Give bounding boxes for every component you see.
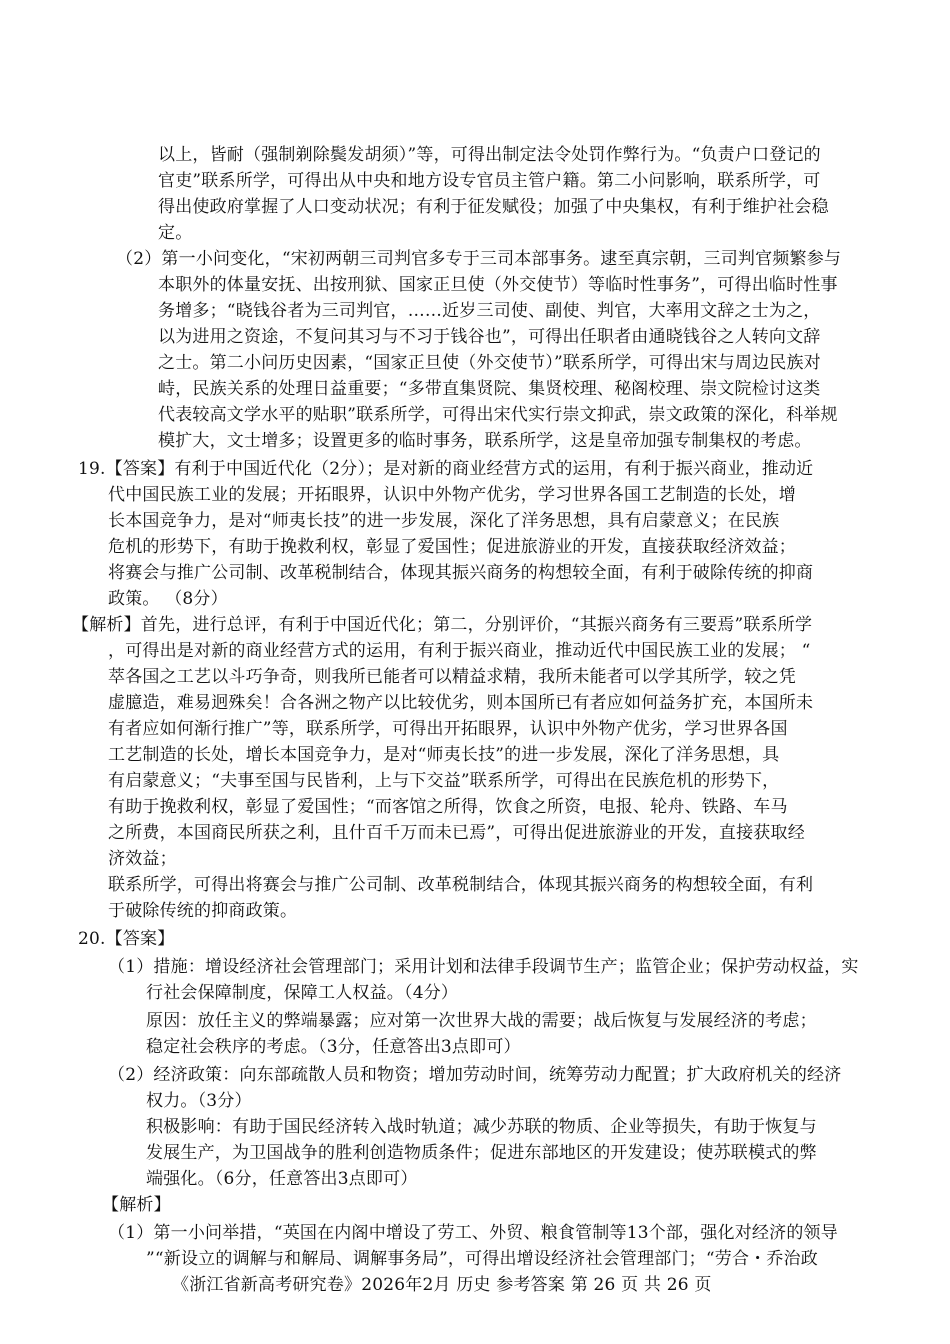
text-line: 联系所学，可得出将赛会与推广公司制、改革税制结合，体现其振兴商务的构想较全面，有利 — [108, 875, 814, 895]
text-line: 长本国竞争力，是对“师夷长技”的进一步发展，深化了洋务思想，具有启蒙意义；在民族 — [108, 511, 780, 531]
text-line: 之士。第二小问历史因素，“国家正旦使（外交使节）”联系所学，可得出宋与周边民族对 — [158, 353, 821, 373]
text-line: 原因：放任主义的弊端暴露；应对第一次世界大战的需要；战后恢复与发展经济的考虑； — [146, 1011, 817, 1031]
text-line: 端强化。（6分，任意答出3点即可） — [146, 1169, 418, 1189]
text-line: 【解析】 — [102, 1195, 171, 1215]
text-line: 得出使政府掌握了人口变动状况；有利于征发赋役；加强了中央集权，有利于维护社会稳 — [158, 197, 829, 217]
text-line: 于破除传统的抑商政策。 — [108, 901, 298, 921]
text-line: 有者应如何渐行推广”等，联系所学，可得出开拓眼界，认识中外物产优劣，学习世界各国 — [108, 719, 788, 739]
text-line: 定。 — [158, 223, 193, 243]
text-line: （2）第一小问变化，“宋初两朝三司判官多专于三司本部事务。逮至真宗朝，三司判官频繁参与 — [116, 249, 842, 269]
text-line: 有启蒙意义；“夫事至国与民皆利，上与下交益”联系所学，可得出在民族危机的形势下， — [108, 771, 780, 791]
text-line: ，可得出是对新的商业经营方式的运用，有利于振兴商业，推动近代中国民族工业的发展； “ — [108, 641, 811, 661]
text-line: 工艺制造的长处，增长本国竞争力，是对“师夷长技”的进一步发展，深化了洋务思想，具 — [108, 745, 780, 765]
text-line: （1）措施：增设经济社会管理部门；采用计划和法律手段调节生产；监管企业；保护劳动权益，实 — [108, 957, 859, 977]
text-line: （2）经济政策：向东部疏散人员和物资；增加劳动时间，统筹劳动力配置；扩大政府机关的经济 — [108, 1065, 842, 1085]
text-line: （1）第一小问举措，“英国在内阁中增设了劳工、外贸、粮食管制等13个部，强化对经济的领导 — [108, 1223, 838, 1243]
text-line: 积极影响：有助于国民经济转入战时轨道；减少苏联的物质、企业等损失，有助于恢复与 — [146, 1117, 817, 1137]
text-line: 济效益； — [108, 849, 177, 869]
text-line: 官吏”联系所学，可得出从中央和地方设专官员主管户籍。第二小问影响，联系所学，可 — [158, 171, 821, 191]
text-line: 峙，民族关系的处理日益重要；“多带直集贤院、集贤校理、秘阁校理、崇文院检讨这类 — [158, 379, 821, 399]
text-line: 危机的形势下，有助于挽救利权，彰显了爱国性；促进旅游业的开发，直接获取经济效益； — [108, 537, 796, 557]
text-line: ”“新设立的调解与和解局、调解事务局”，可得出增设经济社会管理部门；“劳合・乔治政 — [146, 1249, 818, 1269]
text-line: 模扩大，文士增多；设置更多的临时事务，联系所学，这是皇帝加强专制集权的考虑。 — [158, 431, 812, 451]
text-line: 虚臆造，难易迥殊矣！合各洲之物产以比较优劣，则本国所已有者应如何益务扩充，本国所未 — [108, 693, 814, 713]
text-line: 萃各国之工艺以斗巧争奇，则我所已能者可以精益求精，我所未能者可以学其所学，较之凭 — [108, 667, 796, 687]
text-line: 以上，皆耐（强制剃除鬓发胡须）”等，可得出制定法令处罚作弊行为。“负责户口登记的 — [158, 145, 821, 165]
text-line: 以为进用之资途，不复问其习与不习于钱谷也”，可得出任职者由通晓钱谷之人转向文辞 — [158, 327, 821, 347]
text-line: 有助于挽救利权，彰显了爱国性；“而客馆之所得，饮食之所资，电报、轮舟、铁路、车马 — [108, 797, 788, 817]
page-footer: 《浙江省新高考研究卷》2026年2月 历史 参考答案 第 26 页 共 26 页 — [172, 1275, 712, 1295]
text-line: 【解析】首先，进行总评，有利于中国近代化；第二，分别评价，“其振兴商务有三要焉”联系所学 — [72, 615, 813, 635]
text-line: 代表较高文学水平的贴职”联系所学，可得出宋代实行崇文抑武，崇文政策的深化，科举规 — [158, 405, 838, 425]
text-line: 权力。（3分） — [146, 1091, 252, 1111]
text-line: 稳定社会秩序的考虑。（3分，任意答出3点即可） — [146, 1037, 521, 1057]
text-line: 发展生产，为卫国战争的胜利创造物质条件；促进东部地区的开发建设；使苏联模式的弊 — [146, 1143, 817, 1163]
text-line: 务增多；“晓钱谷者为三司判官，……近岁三司使、副使、判官，大率用文辞之士为之， — [158, 301, 821, 321]
text-line: 本职外的体量安抚、出按刑狱、国家正旦使（外交使节）等临时性事务”，可得出临时性事 — [158, 275, 838, 295]
text-line: 将赛会与推广公司制、改革税制结合，体现其振兴商务的构想较全面，有利于破除传统的抑商 — [108, 563, 814, 583]
text-line: 代中国民族工业的发展；开拓眼界，认识中外物产优劣，学习世界各国工艺制造的长处，增 — [108, 485, 796, 505]
text-line: 政策。 （8分） — [108, 589, 228, 609]
text-line: 行社会保障制度，保障工人权益。（4分） — [146, 983, 459, 1003]
text-line: 之所费，本国商民所获之利，且什百千万而未已焉”，可得出促进旅游业的开发，直接获取经 — [108, 823, 805, 843]
text-line: 20.【答案】 — [78, 929, 175, 949]
text-line: 19.【答案】有利于中国近代化（2分）；是对新的商业经营方式的运用，有利于振兴商业，推动近 — [78, 459, 814, 479]
